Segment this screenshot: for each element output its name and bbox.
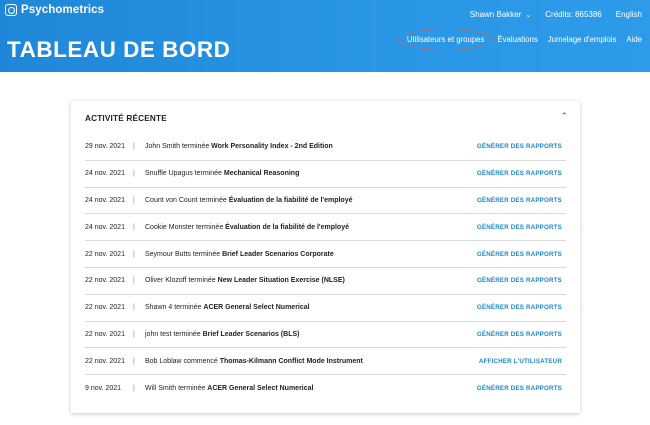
activity-description xyxy=(145,331,477,338)
top-utility-nav xyxy=(456,10,642,19)
activity-user[interactable]: Shawn 4 xyxy=(145,304,173,312)
activity-verb: terminée xyxy=(192,250,221,258)
activity-user[interactable]: Will Smith xyxy=(145,385,177,393)
activity-verb: terminée xyxy=(195,223,224,231)
activity-action-link[interactable]: GÉNÉRER DES RAPPORTS xyxy=(476,250,562,258)
activity-description xyxy=(145,143,477,150)
chevron-up-icon[interactable]: ⌃ xyxy=(560,111,568,121)
activity-assessment: Brief Leader Scenarios Corporate xyxy=(222,250,334,258)
activity-row xyxy=(85,322,566,349)
separator: | xyxy=(133,385,135,393)
activity-action-link[interactable]: GÉNÉRER DES RAPPORTS xyxy=(476,385,562,393)
activity-action-link[interactable]: GÉNÉRER DES RAPPORTS xyxy=(476,196,562,204)
activity-assessment: ACER General Select Numerical xyxy=(207,385,314,393)
activity-assessment: New Leader Situation Exercise (NLSE) xyxy=(217,277,345,285)
nav-help[interactable]: Aide xyxy=(626,35,642,44)
activity-description xyxy=(145,277,477,284)
activity-date: 24 nov. 2021 xyxy=(85,196,125,204)
recent-activity-panel xyxy=(71,101,580,413)
activity-date: 22 nov. 2021 xyxy=(85,357,125,365)
activity-assessment: Évaluation de la fiabilité de l'employé xyxy=(228,196,353,204)
activity-verb: terminée xyxy=(178,385,206,393)
activity-description xyxy=(145,224,477,231)
activity-description xyxy=(145,170,477,177)
activity-description xyxy=(145,304,477,311)
separator: | xyxy=(133,357,135,365)
activity-verb: terminée xyxy=(199,196,227,204)
activity-date: 9 nov. 2021 xyxy=(85,385,122,393)
separator: | xyxy=(133,330,135,338)
activity-row xyxy=(85,134,566,161)
activity-date: 29 nov. 2021 xyxy=(85,143,125,151)
activity-action-link[interactable]: GÉNÉRER DES RAPPORTS xyxy=(476,330,562,338)
activity-row xyxy=(85,268,566,295)
activity-date: 22 nov. 2021 xyxy=(85,304,125,312)
header-bar xyxy=(0,0,650,72)
separator: | xyxy=(133,196,135,204)
activity-verb: terminée xyxy=(194,170,222,178)
activity-assessment: ACER General Select Numerical xyxy=(203,304,310,312)
activity-description xyxy=(145,358,479,365)
activity-date: 22 nov. 2021 xyxy=(85,277,125,285)
activity-user[interactable]: Count von Count xyxy=(145,196,198,204)
page-title: TABLEAU DE BORD xyxy=(7,37,231,62)
activity-user[interactable]: john test xyxy=(145,330,172,338)
activity-verb: commencé xyxy=(183,357,218,365)
activity-user[interactable]: Cookie Monster xyxy=(145,223,195,231)
separator: | xyxy=(133,170,135,178)
brand-name: Psychometrics xyxy=(21,4,105,16)
activity-date: 22 nov. 2021 xyxy=(85,250,125,258)
activity-row xyxy=(85,295,566,322)
activity-verb: terminée xyxy=(181,143,210,151)
activity-row xyxy=(85,214,566,241)
activity-user[interactable]: Snuffle Upagus xyxy=(145,170,193,178)
activity-verb: terminée xyxy=(174,304,202,312)
activity-verb: terminée xyxy=(188,277,216,285)
activity-row xyxy=(85,188,566,215)
activity-row xyxy=(85,348,566,375)
main-nav xyxy=(391,32,642,47)
separator: | xyxy=(133,277,135,285)
nav-job-matching[interactable]: Jumelage d'emplois xyxy=(547,35,617,44)
activity-row xyxy=(85,161,566,188)
activity-action-link[interactable]: AFFICHER L'UTILISATEUR xyxy=(478,357,562,365)
chevron-down-icon: ⌄ xyxy=(525,11,532,19)
activity-date: 22 nov. 2021 xyxy=(85,330,125,338)
activity-user[interactable]: Bob Loblaw xyxy=(145,357,182,365)
nav-evaluations[interactable]: Évaluations xyxy=(497,35,538,44)
credits-display: Crédits: 865386 xyxy=(545,10,602,19)
activity-action-link[interactable]: GÉNÉRER DES RAPPORTS xyxy=(476,277,562,285)
user-name: Shawn Bakker xyxy=(469,10,522,19)
activity-user[interactable]: Oliver Klozoff xyxy=(145,277,187,285)
activity-assessment: Mechanical Reasoning xyxy=(223,170,300,178)
activity-user[interactable]: Seymour Butts xyxy=(145,250,191,258)
activity-description xyxy=(145,197,477,204)
activity-user[interactable]: John Smith xyxy=(145,143,181,151)
activity-assessment: Brief Leader Scenarios (BLS) xyxy=(202,330,300,338)
activity-row xyxy=(85,375,566,402)
activity-action-link[interactable]: GÉNÉRER DES RAPPORTS xyxy=(476,170,562,178)
brand[interactable] xyxy=(5,4,104,16)
activity-assessment: Thomas-Kilmann Conflict Mode Instrument xyxy=(219,357,363,365)
activity-date: 24 nov. 2021 xyxy=(85,170,125,178)
activity-assessment: Work Personality Index - 2nd Edition xyxy=(211,143,333,151)
separator: | xyxy=(133,304,135,312)
activity-date: 24 nov. 2021 xyxy=(85,223,125,231)
activity-action-link[interactable]: GÉNÉRER DES RAPPORTS xyxy=(476,304,562,312)
activity-description xyxy=(145,385,477,392)
activity-row xyxy=(85,241,566,268)
language-switch[interactable]: English xyxy=(615,10,642,19)
activity-action-link[interactable]: GÉNÉRER DES RAPPORTS xyxy=(476,143,562,151)
nav-users-groups[interactable]: Utilisateurs et groupes xyxy=(401,32,491,47)
psychometrics-logo-icon xyxy=(5,4,17,16)
separator: | xyxy=(133,250,135,258)
panel-title: ACTIVITÉ RÉCENTE xyxy=(85,114,167,123)
user-menu[interactable] xyxy=(470,10,531,19)
separator: | xyxy=(133,223,135,231)
separator: | xyxy=(133,143,135,151)
activity-assessment: Évaluation de la fiabilité de l'employé xyxy=(225,223,349,231)
activity-verb: terminée xyxy=(173,330,201,338)
activity-list xyxy=(85,134,566,402)
activity-description xyxy=(145,251,477,258)
activity-action-link[interactable]: GÉNÉRER DES RAPPORTS xyxy=(476,223,562,231)
